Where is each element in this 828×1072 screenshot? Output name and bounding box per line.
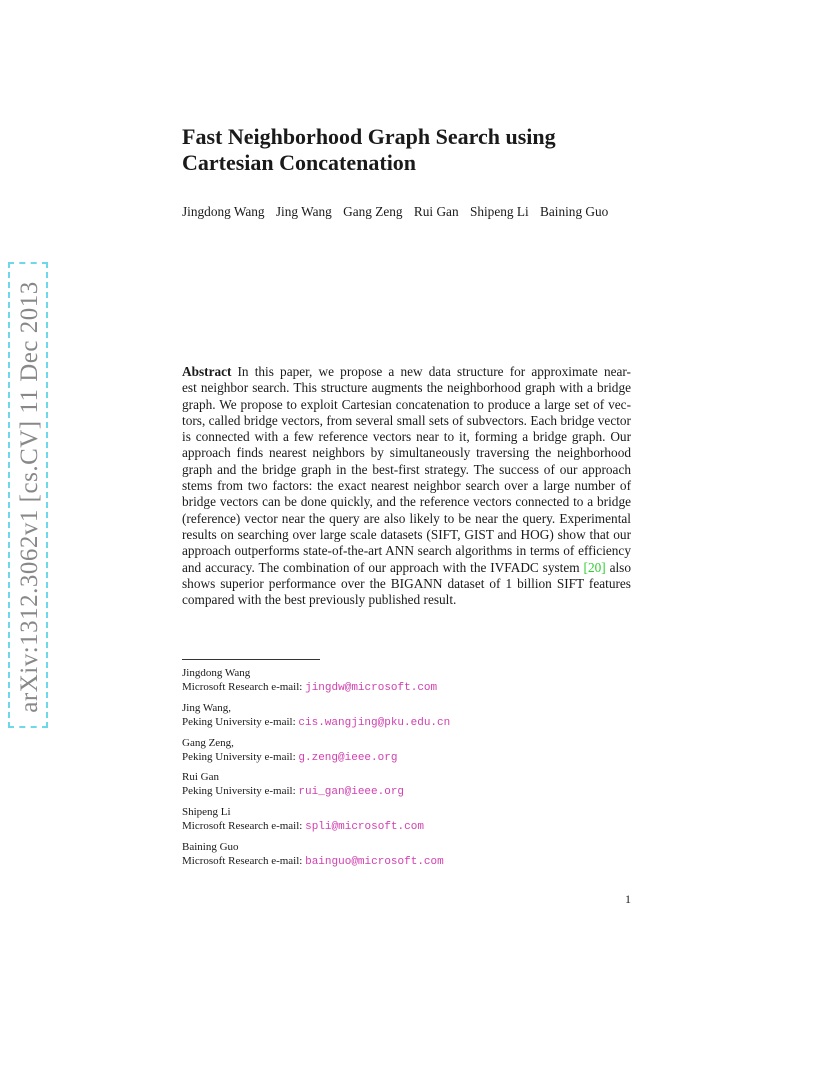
author-name: Rui Gan	[413, 204, 459, 219]
abstract-text: and accuracy. The combination of our approach with the IVFADC system	[182, 559, 584, 575]
abstract-line: approach finds nearest neighbors by simultaneously traversing the neighborhood	[182, 445, 631, 461]
citation-link[interactable]: [20]	[583, 559, 606, 575]
affiliation-line	[182, 784, 450, 799]
author-name: Baining Guo	[540, 204, 609, 219]
abstract-line: graph and the bridge graph in the best-first strategy. The success of our approach	[182, 461, 631, 477]
abstract-line: shows superior performance over the BIGANN dataset of 1 billion SIFT features	[182, 575, 631, 591]
affiliation-entry	[182, 840, 450, 869]
author-list	[182, 204, 616, 220]
abstract-line: graph. We propose to exploit Cartesian concatenation to produce a large set of vec-	[182, 396, 631, 412]
affiliation-org: Microsoft Research e-mail:	[182, 854, 306, 867]
affiliation-line	[182, 854, 450, 869]
affiliation-author: Baining Guo	[182, 840, 239, 853]
paper-title	[182, 124, 556, 176]
abstract	[182, 364, 631, 608]
affiliation-author: Jing Wang,	[182, 701, 232, 714]
abstract-line: bridge vectors can be done quickly, and the reference vectors connected to a bridge	[182, 494, 631, 510]
affiliation-entry	[182, 770, 450, 799]
footnote-divider	[182, 659, 320, 660]
email-link[interactable]: cis.wangjing@pku.edu.cn	[298, 716, 451, 729]
affiliation-line	[182, 715, 450, 730]
abstract-text: also	[605, 559, 631, 575]
author-name: Shipeng Li	[469, 204, 529, 219]
abstract-line: stems from two factors: the exact nearest neighbor search over a large number of	[182, 478, 631, 494]
author-name: Gang Zeng	[343, 204, 403, 219]
affiliation-author: Rui Gan	[182, 771, 219, 784]
affiliation-entry	[182, 805, 450, 834]
page-number: 1	[625, 892, 631, 906]
abstract-line: results on searching over large scale datasets (SIFT, GIST and HOG) show that our	[182, 526, 631, 542]
author-name: Jingdong Wang	[182, 204, 265, 219]
email-link[interactable]: spli@microsoft.com	[305, 821, 424, 834]
affiliation-org: Microsoft Research e-mail:	[182, 681, 306, 693]
abstract-line	[182, 364, 631, 380]
abstract-line	[182, 560, 631, 576]
affiliation-org: Peking University e-mail:	[182, 715, 299, 728]
abstract-line: approach outperforms state-of-the-art ANN search algorithms in terms of efficiency	[182, 543, 631, 559]
affiliation-org: Peking University e-mail:	[182, 785, 299, 798]
affiliation-entry	[182, 701, 450, 730]
affiliation-line	[182, 680, 450, 695]
affiliation-entry	[182, 666, 450, 695]
affiliation-line	[182, 819, 450, 834]
affiliation-author: Shipeng Li	[182, 806, 231, 819]
affiliation-org: Microsoft Research e-mail:	[182, 820, 306, 833]
email-link[interactable]: rui_gan@ieee.org	[298, 786, 405, 799]
affiliation-org: Peking University e-mail:	[182, 750, 299, 763]
email-link[interactable]: bainguo@microsoft.com	[305, 855, 444, 868]
email-link[interactable]: jingdw@microsoft.com	[305, 682, 438, 694]
abstract-line: est neighbor search. This structure augments the neighborhood graph with a bridge	[182, 380, 631, 396]
abstract-line: is connected with a few reference vectors near to it, forming a bridge graph. Our	[182, 429, 631, 445]
affiliation-entry	[182, 736, 450, 765]
affiliation-line	[182, 750, 450, 765]
arxiv-stamp	[8, 262, 48, 728]
paper-title-line: Fast Neighborhood Graph Search using	[182, 124, 556, 149]
abstract-line: compared with the best previously published result.	[182, 592, 457, 608]
affiliation-author: Gang Zeng,	[182, 736, 234, 749]
paper-title-line: Cartesian Concatenation	[182, 150, 417, 175]
abstract-heading: Abstract	[182, 364, 232, 379]
abstract-text: In this paper, we propose a new data structure for approximate near-	[237, 364, 631, 379]
author-name: Jing Wang	[275, 204, 332, 219]
abstract-line: (reference) vector near the query are also likely to be near the query. Experimental	[182, 510, 631, 526]
author-affiliations	[182, 666, 450, 875]
abstract-line: tors, called bridge vectors, from several small sets of subvectors. Each bridge vector	[182, 412, 631, 428]
affiliation-author: Jingdong Wang	[182, 667, 251, 679]
arxiv-identifier: arXiv:1312.3062v1 [cs.CV] 11 Dec 2013	[16, 281, 43, 713]
email-link[interactable]: g.zeng@ieee.org	[298, 751, 398, 764]
